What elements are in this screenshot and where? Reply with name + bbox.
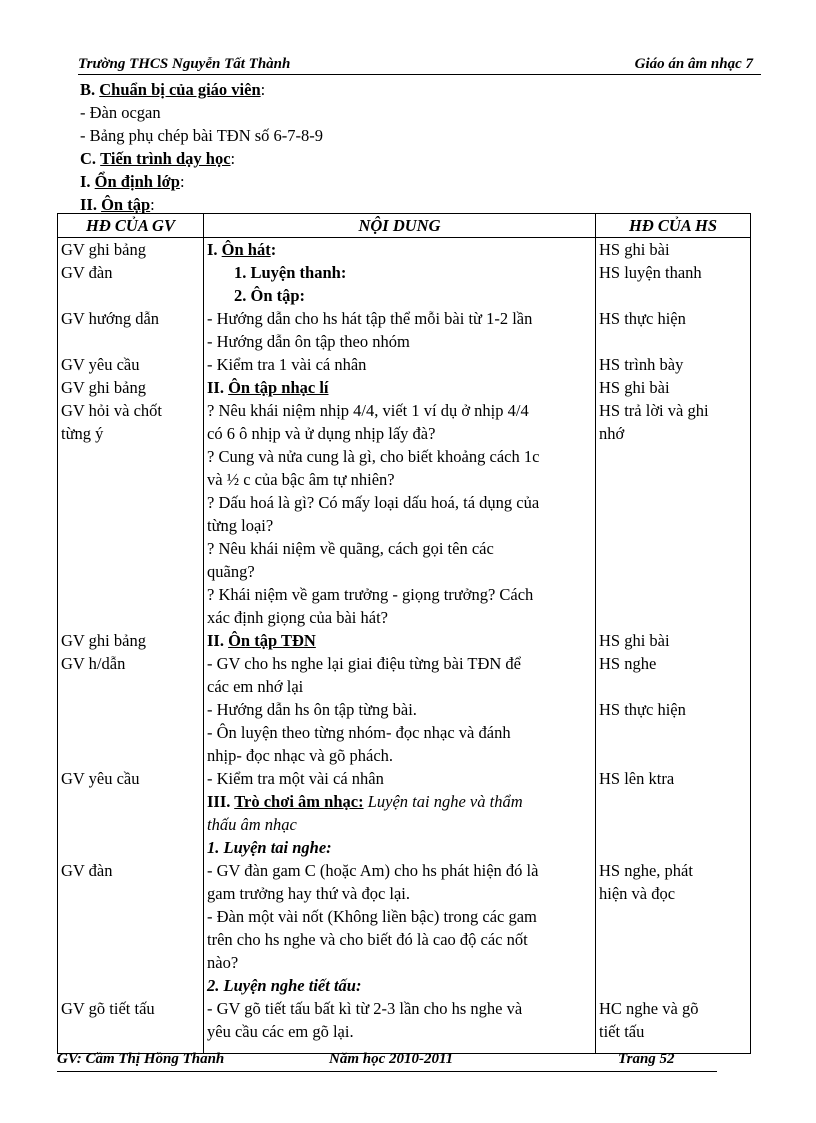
content-cell: gam trưởng hay thứ và đọc lại. xyxy=(204,882,596,905)
table-row xyxy=(58,445,751,468)
content-cell: - GV đàn gam C (hoặc Am) cho hs phát hiện đó là xyxy=(204,859,596,882)
student-activity-cell xyxy=(596,491,751,514)
table-row xyxy=(58,560,751,583)
teacher-activity-cell xyxy=(58,905,204,928)
section-b-heading: B. Chuẩn bị của giáo viên: xyxy=(80,80,266,99)
table-row xyxy=(58,422,751,445)
section-c-heading: C. Tiến trình dạy học: xyxy=(80,149,236,168)
teacher-activity-cell xyxy=(58,974,204,997)
table-row xyxy=(58,813,751,836)
content-cell: ? Nêu khái niệm nhịp 4/4, viết 1 ví dụ ở nhịp 4/4 xyxy=(204,399,596,422)
student-activity-cell: HS ghi bài xyxy=(596,376,751,399)
student-activity-cell: HS lên ktra xyxy=(596,767,751,790)
table-row xyxy=(58,284,751,307)
table-row xyxy=(58,974,751,997)
teacher-activity-cell: GV ghi bảng xyxy=(58,376,204,399)
content-cell: - GV gõ tiết tấu bất kì từ 2-3 lần cho hs nghe và xyxy=(204,997,596,1020)
table-row xyxy=(58,399,751,422)
student-activity-cell: HS ghi bài xyxy=(596,629,751,652)
teacher-name: GV: Cầm Thị Hồng Thanh xyxy=(57,1051,225,1067)
table-row xyxy=(58,836,751,859)
table-header-row xyxy=(58,214,751,238)
content-cell: - Đàn một vài nốt (Không liền bậc) trong các gam xyxy=(204,905,596,928)
content-cell: - Kiểm tra một vài cá nhân xyxy=(204,767,596,790)
content-cell: và ½ c của bậc âm tự nhiên? xyxy=(204,468,596,491)
teacher-activity-cell: GV h/dẫn xyxy=(58,652,204,675)
table-row xyxy=(58,951,751,974)
content-cell: III. Trò chơi âm nhạc: Luyện tai nghe và thẩm xyxy=(204,790,596,813)
section-heading: I. Ôn hát: xyxy=(207,240,277,259)
student-activity-cell: HS ghi bài xyxy=(596,238,751,262)
table-row xyxy=(58,514,751,537)
teacher-activity-cell: GV ghi bảng xyxy=(58,238,204,262)
teacher-activity-cell xyxy=(58,928,204,951)
header-content: NỘI DUNG xyxy=(204,214,596,238)
section-ii-heading: II. Ôn tập: xyxy=(80,195,155,214)
teacher-activity-cell xyxy=(58,1020,204,1043)
teacher-activity-cell: GV ghi bảng xyxy=(58,629,204,652)
student-activity-cell xyxy=(596,606,751,629)
content-cell: ? Dấu hoá là gì? Có mấy loại dấu hoá, tá dụng của xyxy=(204,491,596,514)
header-teacher-activity: HĐ CỦA GV xyxy=(58,214,204,238)
content-cell: 1. Luyện thanh: xyxy=(204,261,596,284)
content-cell xyxy=(204,629,596,652)
student-activity-cell: HC nghe và gõ xyxy=(596,997,751,1020)
table-row xyxy=(58,675,751,698)
content-cell: - Hướng dẫn ôn tập theo nhóm xyxy=(204,330,596,353)
table-row xyxy=(58,330,751,353)
teacher-activity-cell xyxy=(58,514,204,537)
teacher-activity-cell: từng ý xyxy=(58,422,204,445)
teacher-activity-cell: GV yêu cầu xyxy=(58,353,204,376)
content-cell: - Hướng dẫn cho hs hát tập thể mỗi bài từ 1-2 lần xyxy=(204,307,596,330)
content-cell: - Hướng dẫn hs ôn tập từng bài. xyxy=(204,698,596,721)
lesson-table xyxy=(57,213,751,1054)
student-activity-cell: HS thực hiện xyxy=(596,307,751,330)
teacher-activity-cell xyxy=(58,468,204,491)
content-cell: nhịp- đọc nhạc và gõ phách. xyxy=(204,744,596,767)
teacher-activity-cell xyxy=(58,836,204,859)
section-heading: II. Ôn tập nhạc lí xyxy=(207,378,329,397)
student-activity-cell xyxy=(596,445,751,468)
teacher-activity-cell: GV đàn xyxy=(58,859,204,882)
student-activity-cell xyxy=(596,675,751,698)
student-activity-cell xyxy=(596,974,751,997)
prep-item: - Bảng phụ chép bài TĐN số 6-7-8-9 xyxy=(80,126,324,145)
table-row xyxy=(58,698,751,721)
school-year: Năm học 2010-2011 xyxy=(329,1051,454,1067)
content-cell: thấu âm nhạc xyxy=(204,813,596,836)
teacher-activity-cell xyxy=(58,882,204,905)
student-activity-cell xyxy=(596,790,751,813)
section-heading: II. Ôn tập TĐN xyxy=(207,631,316,650)
content-cell xyxy=(204,238,596,262)
teacher-activity-cell xyxy=(58,606,204,629)
student-activity-cell xyxy=(596,583,751,606)
teacher-activity-cell xyxy=(58,284,204,307)
content-cell: ? Cung và nửa cung là gì, cho biết khoảng cách 1c xyxy=(204,445,596,468)
table-row xyxy=(58,537,751,560)
content-cell: nào? xyxy=(204,951,596,974)
student-activity-cell xyxy=(596,951,751,974)
student-activity-cell xyxy=(596,330,751,353)
teacher-activity-cell: GV gõ tiết tấu xyxy=(58,997,204,1020)
content-cell: ? Nêu khái niệm về quãng, cách gọi tên các xyxy=(204,537,596,560)
student-activity-cell: tiết tấu xyxy=(596,1020,751,1043)
teacher-activity-cell xyxy=(58,951,204,974)
table-row xyxy=(58,905,751,928)
content-cell: - GV cho hs nghe lại giai điệu từng bài TĐN để xyxy=(204,652,596,675)
table-row xyxy=(58,744,751,767)
table-row xyxy=(58,859,751,882)
table-row xyxy=(58,353,751,376)
table-row xyxy=(58,997,751,1020)
teacher-activity-cell: GV yêu cầu xyxy=(58,767,204,790)
content-cell: từng loại? xyxy=(204,514,596,537)
header-student-activity: HĐ CỦA HS xyxy=(596,214,751,238)
page-number: Trang 52 xyxy=(618,1051,675,1067)
table-row xyxy=(58,790,751,813)
student-activity-cell xyxy=(596,905,751,928)
content-cell: - Ôn luyện theo từng nhóm- đọc nhạc và đánh xyxy=(204,721,596,744)
teacher-activity-cell xyxy=(58,790,204,813)
student-activity-cell: HS trình bày xyxy=(596,353,751,376)
content-cell: quãng? xyxy=(204,560,596,583)
teacher-activity-cell xyxy=(58,560,204,583)
content-cell: xác định giọng của bài hát? xyxy=(204,606,596,629)
table-row xyxy=(58,882,751,905)
table-row xyxy=(58,376,751,399)
teacher-activity-cell xyxy=(58,698,204,721)
teacher-activity-cell xyxy=(58,675,204,698)
table-row xyxy=(58,307,751,330)
table-row xyxy=(58,261,751,284)
prep-item: - Đàn ocgan xyxy=(80,103,161,122)
content-cell: yêu cầu các em gõ lại. xyxy=(204,1020,596,1043)
student-activity-cell xyxy=(596,813,751,836)
student-activity-cell xyxy=(596,284,751,307)
teacher-activity-cell: GV hỏi và chốt xyxy=(58,399,204,422)
content-cell: 2. Ôn tập: xyxy=(204,284,596,307)
table-row xyxy=(58,652,751,675)
table-row xyxy=(58,629,751,652)
student-activity-cell xyxy=(596,468,751,491)
teacher-activity-cell xyxy=(58,744,204,767)
student-activity-cell: HS thực hiện xyxy=(596,698,751,721)
school-name: Trường THCS Nguyễn Tất Thành xyxy=(78,56,291,72)
student-activity-cell: hiện và đọc xyxy=(596,882,751,905)
content-cell: ? Khái niệm về gam trưởng - giọng trưởng? Cách xyxy=(204,583,596,606)
content-cell: các em nhớ lại xyxy=(204,675,596,698)
student-activity-cell: nhớ xyxy=(596,422,751,445)
student-activity-cell xyxy=(596,928,751,951)
student-activity-cell xyxy=(596,514,751,537)
table-row xyxy=(58,606,751,629)
table-row xyxy=(58,767,751,790)
table-row xyxy=(58,1020,751,1043)
teacher-activity-cell xyxy=(58,491,204,514)
table-row xyxy=(58,491,751,514)
section-i-heading: I. Ổn định lớp: xyxy=(80,172,185,191)
content-cell: có 6 ô nhịp và ử dụng nhịp lấy đà? xyxy=(204,422,596,445)
table-row xyxy=(58,583,751,606)
student-activity-cell xyxy=(596,537,751,560)
teacher-activity-cell xyxy=(58,445,204,468)
teacher-activity-cell xyxy=(58,813,204,836)
section-heading: III. Trò chơi âm nhạc: xyxy=(207,792,364,811)
student-activity-cell xyxy=(596,560,751,583)
table-row xyxy=(58,928,751,951)
page-header xyxy=(78,52,761,75)
student-activity-cell xyxy=(596,744,751,767)
student-activity-cell xyxy=(596,721,751,744)
page-footer xyxy=(57,1049,717,1072)
preparation-section xyxy=(80,78,323,216)
content-cell: trên cho hs nghe và cho biết đó là cao độ các nốt xyxy=(204,928,596,951)
teacher-activity-cell xyxy=(58,330,204,353)
table-row xyxy=(58,238,751,262)
teacher-activity-cell: GV hướng dẫn xyxy=(58,307,204,330)
table-row xyxy=(58,721,751,744)
subject-title: Giáo án âm nhạc 7 xyxy=(634,56,753,72)
student-activity-cell: HS luyện thanh xyxy=(596,261,751,284)
content-cell xyxy=(204,376,596,399)
student-activity-cell: HS nghe, phát xyxy=(596,859,751,882)
teacher-activity-cell: GV đàn xyxy=(58,261,204,284)
student-activity-cell: HS nghe xyxy=(596,652,751,675)
content-cell: - Kiểm tra 1 vài cá nhân xyxy=(204,353,596,376)
table-row xyxy=(58,468,751,491)
content-cell: 1. Luyện tai nghe: xyxy=(204,836,596,859)
student-activity-cell: HS trả lời và ghi xyxy=(596,399,751,422)
teacher-activity-cell xyxy=(58,537,204,560)
teacher-activity-cell xyxy=(58,583,204,606)
student-activity-cell xyxy=(596,836,751,859)
content-cell: 2. Luyện nghe tiết tấu: xyxy=(204,974,596,997)
teacher-activity-cell xyxy=(58,721,204,744)
